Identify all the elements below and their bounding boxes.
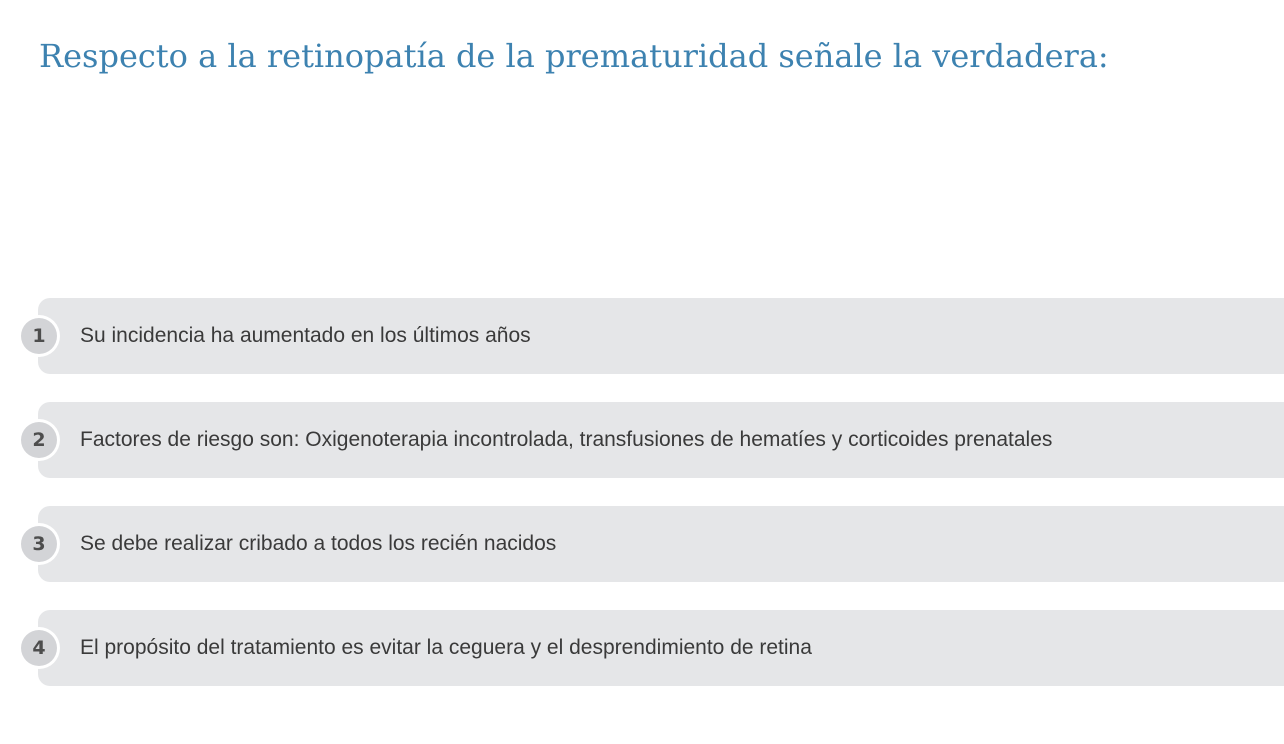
answer-option-text: El propósito del tratamiento es evitar la ceguera y el desprendimiento de retina <box>80 636 812 659</box>
answer-option-number-badge: 4 <box>21 630 57 666</box>
question-title: Respecto a la retinopatía de la prematuridad señale la verdadera: <box>39 37 1109 75</box>
answer-option-4[interactable] <box>0 610 1284 686</box>
answer-option-text: Su incidencia ha aumentado en los últimos años <box>80 324 531 347</box>
answer-options-list <box>0 298 1284 714</box>
answer-option-number-badge: 2 <box>21 422 57 458</box>
answer-option-2[interactable] <box>0 402 1284 478</box>
answer-option-1[interactable] <box>0 298 1284 374</box>
answer-option-number-badge: 1 <box>21 318 57 354</box>
answer-option-text: Se debe realizar cribado a todos los recién nacidos <box>80 532 557 555</box>
answer-option-number-badge: 3 <box>21 526 57 562</box>
answer-option-3[interactable] <box>0 506 1284 582</box>
answer-option-text: Factores de riesgo son: Oxigenoterapia incontrolada, transfusiones de hematíes y corticoides prenatales <box>80 428 1053 451</box>
